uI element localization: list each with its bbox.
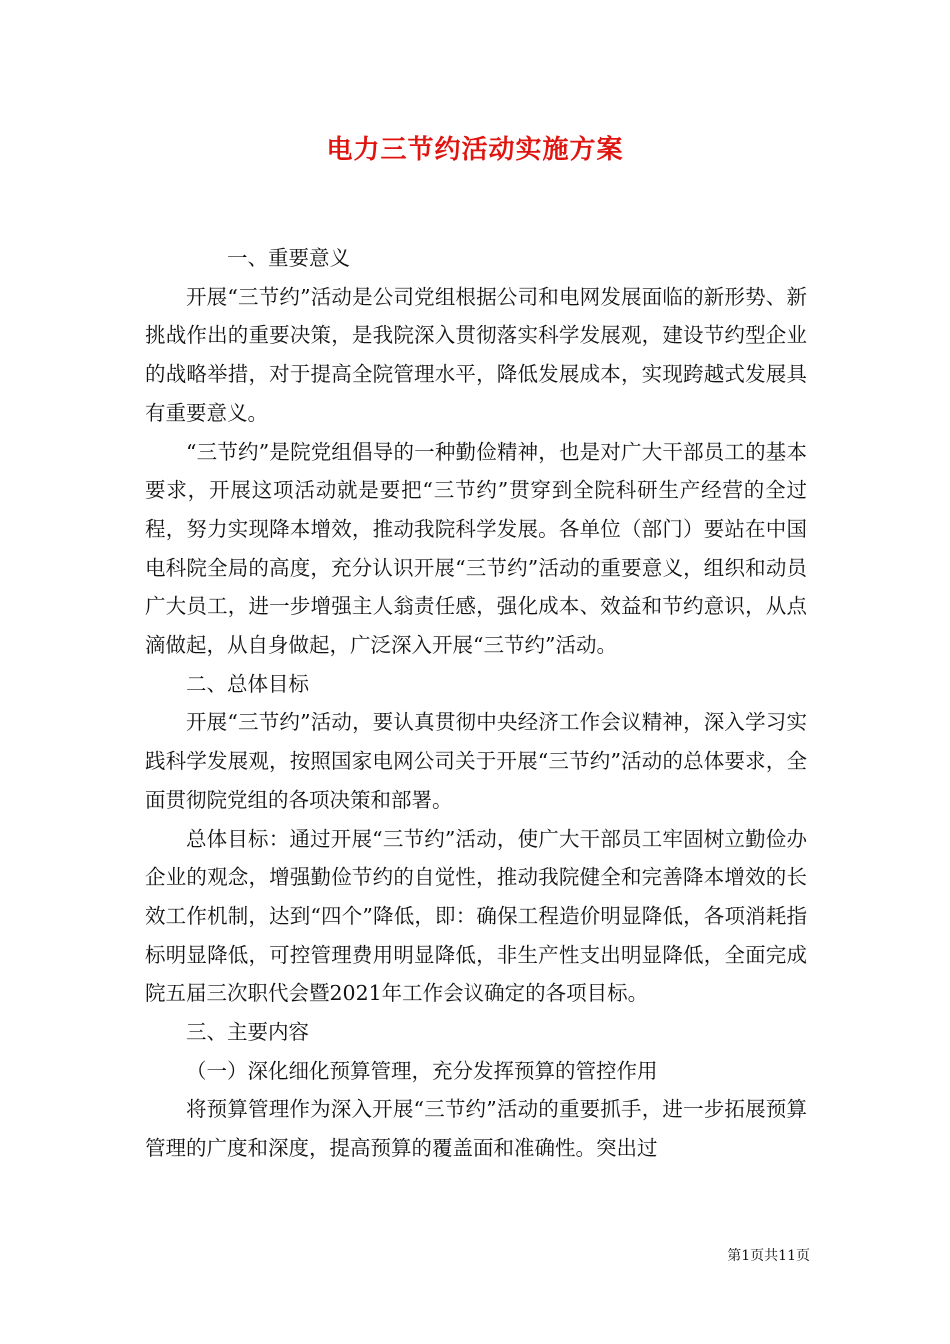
document-title: 电力三节约活动实施方案 <box>326 135 624 165</box>
section-heading-1: 一、重要意义 <box>227 246 350 270</box>
paragraph: 将预算管理作为深入开展“三节约”活动的重要抓手，进一步拓展预算管理的广度和深度，提高预算的覆盖面和准确性。突出过 <box>145 1097 807 1161</box>
section-heading-2: 二、总体目标 <box>186 671 309 696</box>
paragraph: “三节约”是院党组倡导的一种勤俭精神，也是对广大干部员工的基本要求，开展这项活动就是要把“三节约”贯穿到全院科研生产经营的全过程，努力实现降本增效，推动我院科学发展。各单位（部门）要站在中国电科院全局的高度，充分认识开展“三节约”活动的重要意义，组织和动员广大员工，进一步增强主人翁责任感，强化成本、效益和节约意识，从点滴做起，从自身做起，广泛深入开展“三节约”活动。 <box>145 439 807 658</box>
section-heading-3: 三、主要内容 <box>186 1020 309 1045</box>
page-number: 第1页共11页 <box>727 1248 810 1264</box>
paragraph: 总体目标：通过开展“三节约”活动，使广大干部员工牢固树立勤俭办企业的观念，增强勤俭节约的自觉性，推动我院健全和完善降本增效的长效工作机制，达到“四个”降低，即：确保工程造价明显降低，各项消耗指标明显降低，可控管理费用明显降低，非生产性支出明显降低，全面完成院五届三次职代会暨2021年工作会议确定的各项目标。 <box>145 826 807 1006</box>
document-body <box>145 239 807 1168</box>
paragraph: 开展“三节约”活动，要认真贯彻中央经济工作会议精神，深入学习实践科学发展观，按照国家电网公司关于开展“三节约”活动的总体要求，全面贯彻院党组的各项决策和部署。 <box>145 710 807 812</box>
paragraph: 开展“三节约”活动是公司党组根据公司和电网发展面临的新形势、新挑战作出的重要决策，是我院深入贯彻落实科学发展观，建设节约型企业的战略举措，对于提高全院管理水平，降低发展成本，实现跨越式发展具有重要意义。 <box>145 284 807 425</box>
subsection-heading: （一）深化细化预算管理，充分发挥预算的管控作用 <box>186 1058 658 1083</box>
